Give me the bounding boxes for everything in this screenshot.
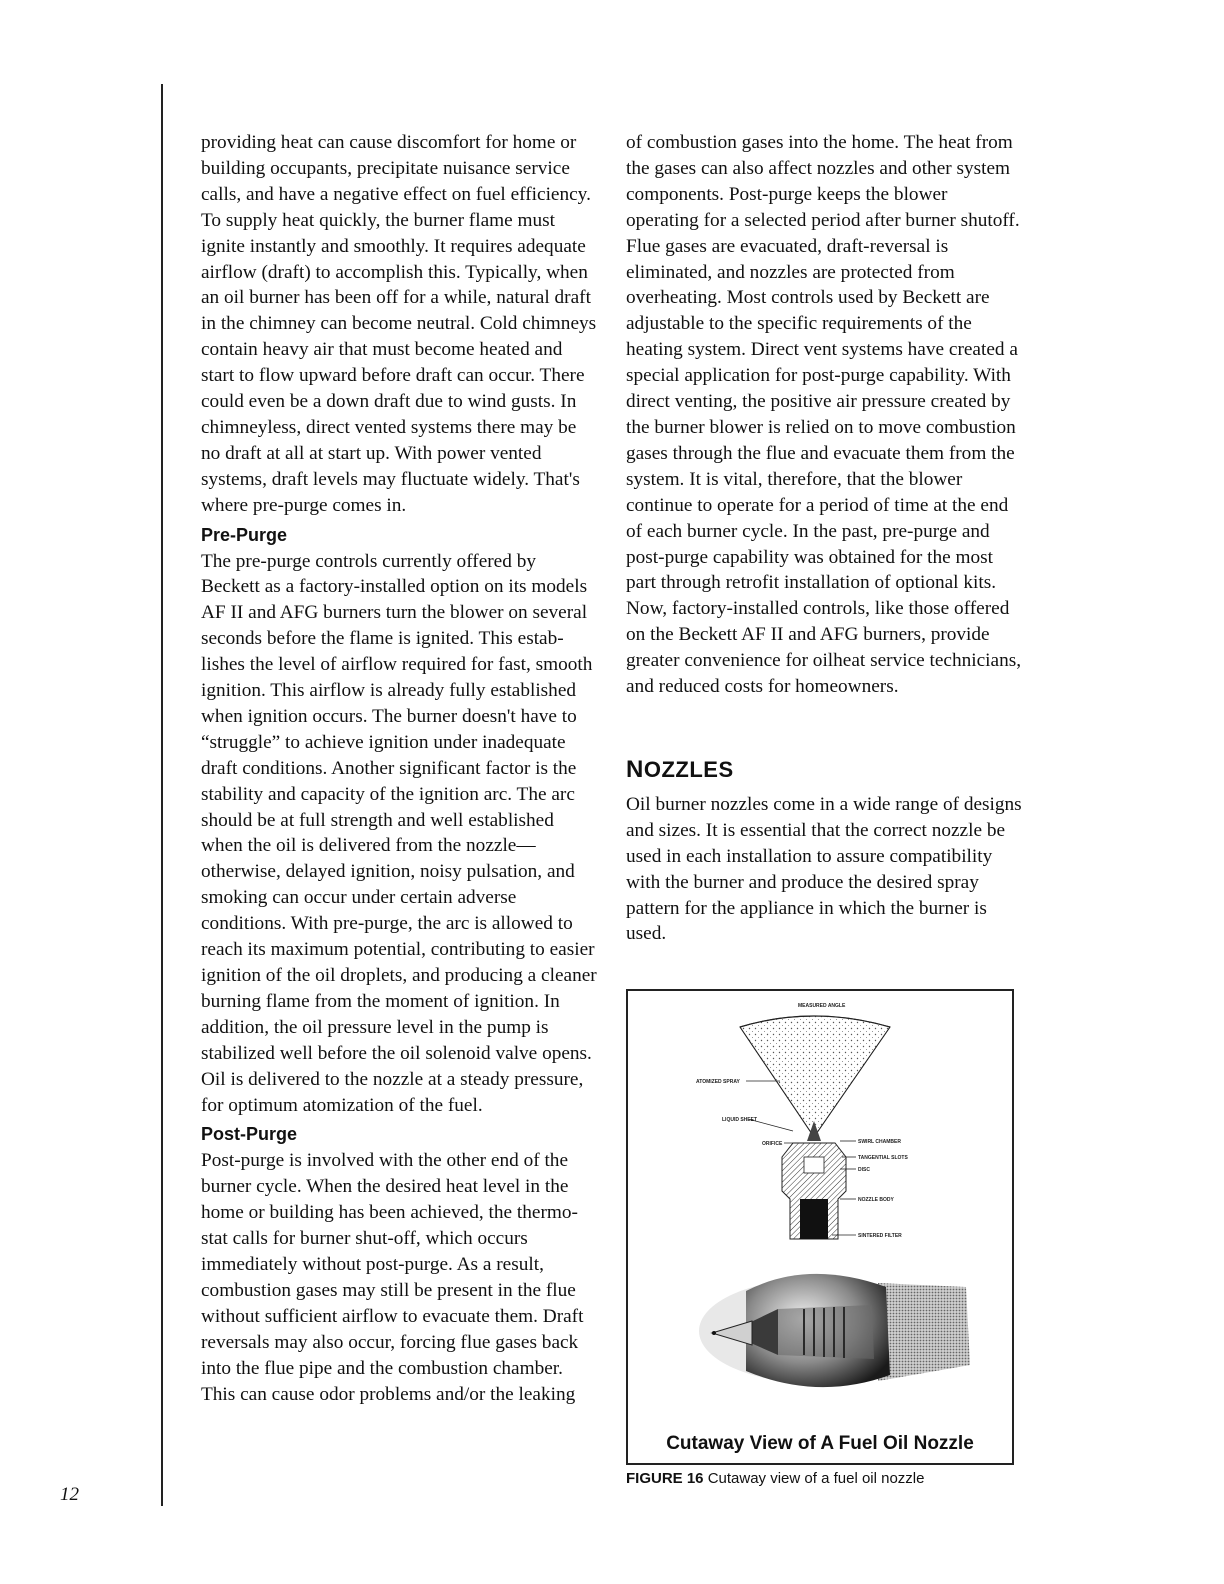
label-measured-angle: MEASURED ANGLE: [798, 1003, 846, 1009]
figure-caption: [626, 1470, 924, 1487]
label-sintered-filter: SINTERED FILTER: [858, 1233, 902, 1239]
left-column: [201, 130, 597, 1407]
figure-caption-text: Cutaway view of a fuel oil nozzle: [703, 1470, 925, 1487]
label-orifice: ORIFICE: [762, 1141, 783, 1147]
nozzles-heading-initial: N: [626, 755, 644, 783]
label-atomized-spray: ATOMIZED SPRAY: [696, 1079, 740, 1085]
nozzles-heading: [626, 756, 1022, 784]
label-liquid-sheet: LIQUID SHEET: [722, 1117, 758, 1123]
label-disc: DISC: [858, 1167, 870, 1173]
postpurge-paragraph: Post-purge is involved with the other end of the burner cycle. When the desired heat level in the home or building has been achieved, the thermostat calls for burner shut-off, which occurs immediately without post-purge. As a result, combustion gases may still be present in the flue without sufficient airflow to evacuate them. Draft reversals may also occur, forcing flue gases back into the flue pipe and the combustion chamber. This can cause odor problems and/or the leaking: [201, 1150, 584, 1405]
nozzles-paragraph: Oil burner nozzles come in a wide range of designs and sizes. It is essential that the correct nozzle be used in each installation to assure compatibility with the burner and produce the desired spray pattern for the appliance in which the burner is used.: [626, 793, 1022, 945]
label-swirl-chamber: SWIRL CHAMBER: [858, 1139, 901, 1145]
label-tangential-slots: TANGENTIAL SLOTS: [858, 1155, 908, 1161]
nozzles-heading-rest: OZZLES: [643, 756, 734, 782]
figure-inner-caption: Cutaway View of A Fuel Oil Nozzle: [666, 1433, 974, 1454]
prepurge-paragraph: The pre-purge controls currently offered by Beckett as a factory-installed option on its models AF II and AFG burners turn the blower on several seconds before the flame is ignited. This establishes the level of airflow required for fast, smooth ignition. This airflow is already fully established when ignition occurs. The burner doesn't have to “struggle” to achieve ignition under inadequate draft conditions. Another significant factor is the stability and capacity of the ignition arc. The arc should be at full strength and well established when the oil is delivered from the nozzle—otherwise, delayed ignition, noisy pulsation, and smoking can occur under certain adverse conditions. With pre-purge, the arc is allowed to reach its maximum potential, contributing to easier ignition of the oil droplets, and producing a cleaner burning flame from the moment of ignition. In addition, the oil pressure level in the pump is stabilized well before the oil solenoid valve opens. Oil is delivered to the nozzle at a steady pressure, for optimum atomization of the fuel.: [201, 550, 597, 1116]
nozzle-diagram: [628, 991, 1012, 1463]
prepurge-heading: Pre-Purge: [201, 524, 288, 545]
figure-box: [626, 989, 1014, 1465]
postpurge-heading: Post-Purge: [201, 1124, 298, 1145]
spray-cone: [740, 1016, 890, 1137]
right-column: [626, 130, 1022, 947]
continuation-paragraph: of combustion gases into the home. The heat from the gases can also affect nozzles and other system components. Post-purge keeps the blower operating for a selected period after burner shutoff. Flue gases are evacuated, draft-reversal is eliminated, and nozzles are protected from overheating. Most controls used by Beckett are adjustable to the specific requirements of the heating system. Direct vent systems have created a special application for post-purge capability. With direct venting, the positive air pressure created by the burner blower is relied on to move combustion gases through the flue and evacuate them from the system. It is vital, therefore, that the blower continue to operate for a period of time at the end of each burner cycle. In the past, pre-purge and post-purge capability was obtained for the most part through retrofit installation of optional kits. Now, factory-installed controls, like those offered on the Beckett AF II and AFG burners, provide greater convenience for oilheat service technicians, and reduced costs for homeowners.: [626, 132, 1022, 698]
nozzle-photo: [699, 1274, 970, 1387]
figure-caption-label: FIGURE 16: [626, 1470, 704, 1487]
sintered-filter: [800, 1199, 828, 1239]
margin-rule: [161, 84, 163, 1506]
intro-paragraph: providing heat can cause discomfort for home or building occupants, precipitate nuisance service calls, and have a negative effect on fuel efficiency. To supply heat quickly, the burner flame must ignite instantly and smoothly. It requires adequate airflow (draft) to accomplish this. Typically, when an oil burner has been off for a while, natural draft in the chimney can become neutral. Cold chimneys contain heavy air that must become heated and start to flow upward before draft can occur. There could even be a down draft due to wind gusts. In chimneyless, direct vented systems there may be no draft at all at start up. With power vented systems, draft levels may fluctuate widely. That's where pre-purge comes in.: [201, 132, 597, 516]
swirl-chamber: [804, 1157, 824, 1173]
page-number: 12: [60, 1484, 79, 1505]
label-nozzle-body: NOZZLE BODY: [858, 1197, 894, 1203]
